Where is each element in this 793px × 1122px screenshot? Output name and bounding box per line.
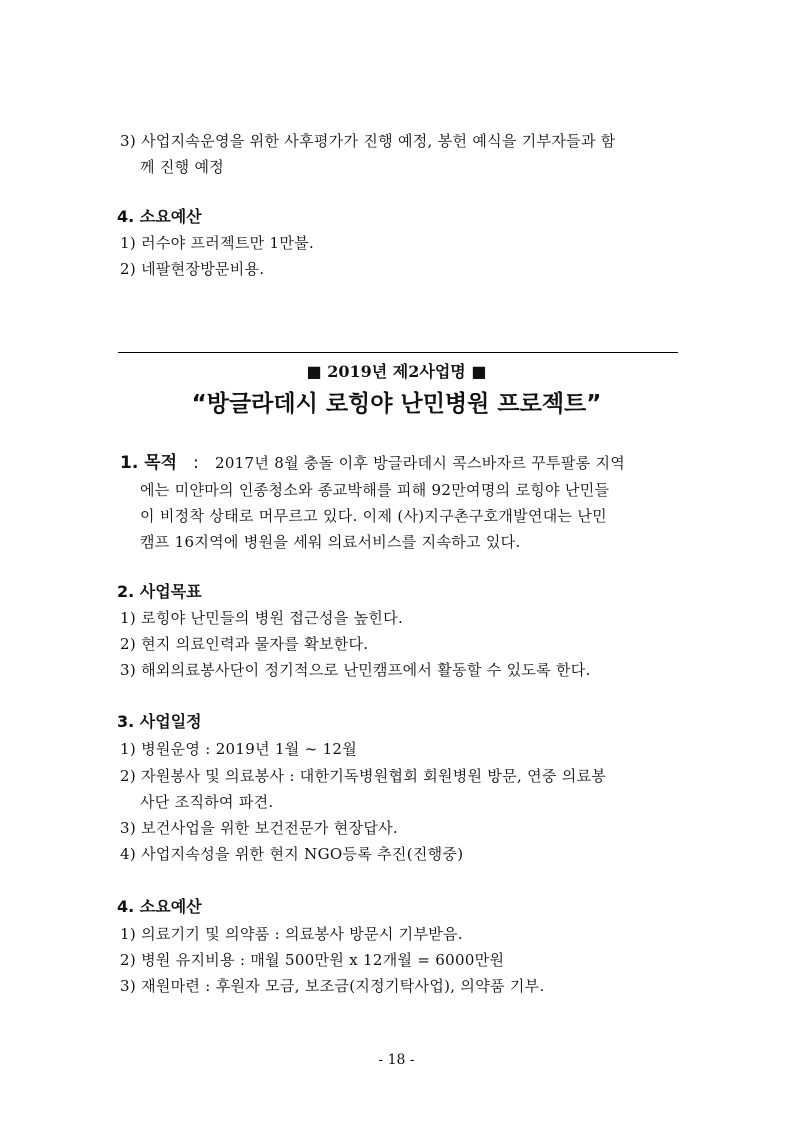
goal-item-2: 2) 현지 의료인력과 물자를 확보한다. bbox=[120, 635, 369, 653]
project-title: “방글라데시 로힝야 난민병원 프로젝트” bbox=[191, 391, 602, 417]
prev-budget-item-1: 1) 러수야 프러젝트만 1만불. bbox=[120, 234, 315, 252]
purpose-heading bbox=[120, 453, 199, 473]
budget-item-2: 2) 병원 유지비용 : 매월 500만원 x 12개월 = 6000만원 bbox=[120, 951, 505, 969]
purpose-label: 1. 목적 bbox=[120, 453, 178, 473]
budget-item-1: 1) 의료기기 및 의약품 : 의료봉사 방문시 기부받음. bbox=[120, 925, 463, 943]
purpose-colon: : bbox=[192, 453, 199, 473]
prev-budget-heading: 4. 소요예산 bbox=[117, 207, 202, 226]
prev-item-3-line1: 3) 사업지속운영을 위한 사후평가가 진행 예정, 봉헌 예식을 기부자들과 함 bbox=[120, 132, 616, 150]
page-number: - 18 - bbox=[378, 1052, 415, 1068]
section-divider bbox=[118, 352, 678, 353]
purpose-line-2: 에는 미얀마의 인종청소와 종교박해를 피해 92만여명의 로힝야 난민들 bbox=[140, 481, 610, 499]
budget-item-3: 3) 재원마련 : 후원자 모금, 보조금(지정기탁사업), 의약품 기부. bbox=[120, 977, 545, 995]
budget-heading: 4. 소요예산 bbox=[117, 897, 202, 916]
project-subtitle: ■ 2019년 제2사업명 ■ bbox=[306, 362, 487, 381]
schedule-item-2-cont: 사단 조직하여 파견. bbox=[140, 793, 274, 811]
schedule-item-2: 2) 자원봉사 및 의료봉사 : 대한기독병원협회 회원병원 방문, 연중 의료봉 bbox=[120, 767, 607, 785]
schedule-heading: 3. 사업일정 bbox=[117, 712, 202, 731]
prev-budget-item-2: 2) 네팔현장방문비용. bbox=[120, 260, 265, 278]
purpose-line-4: 캠프 16지역에 병원을 세워 의료서비스를 지속하고 있다. bbox=[140, 533, 521, 551]
prev-item-3-line2: 께 진행 예정 bbox=[140, 158, 225, 176]
schedule-item-1: 1) 병원운영 : 2019년 1월 ~ 12월 bbox=[120, 740, 358, 758]
schedule-item-4: 4) 사업지속성을 위한 현지 NGO등록 추진(진행중) bbox=[120, 845, 464, 863]
goal-item-3: 3) 해외의료봉사단이 정기적으로 난민캠프에서 활동할 수 있도록 한다. bbox=[120, 661, 591, 679]
goals-heading: 2. 사업목표 bbox=[117, 582, 202, 601]
purpose-line-3: 이 비정착 상태로 머무르고 있다. 이제 (사)지구촌구호개발연대는 난민 bbox=[140, 507, 607, 525]
schedule-item-3: 3) 보건사업을 위한 보건전문가 현장답사. bbox=[120, 819, 398, 837]
goal-item-1: 1) 로힝야 난민들의 병원 접근성을 높힌다. bbox=[120, 609, 404, 627]
purpose-line-1: 2017년 8월 충돌 이후 방글라데시 콕스바자르 꾸투팔롱 지역 bbox=[215, 454, 626, 472]
